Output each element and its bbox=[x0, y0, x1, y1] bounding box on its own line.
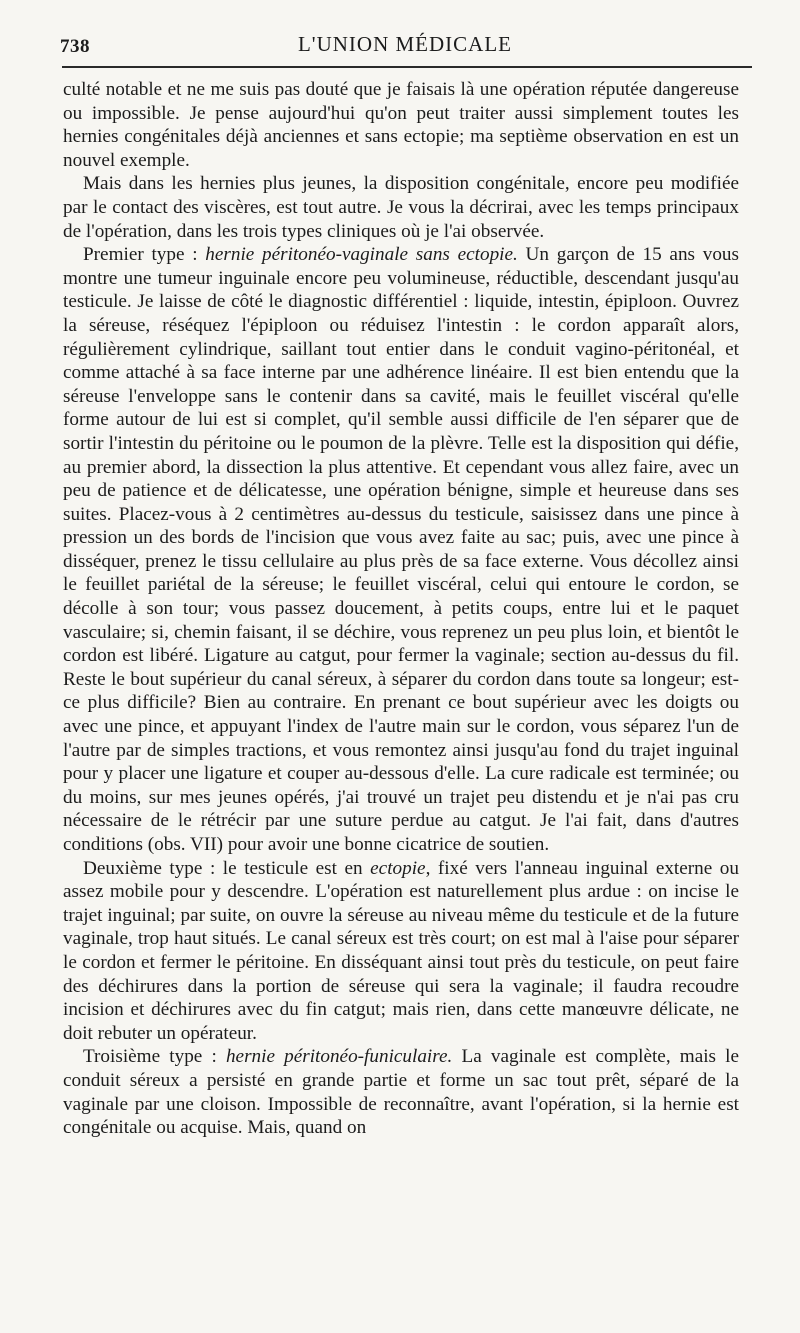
paragraph-text: Troisième type : bbox=[83, 1046, 226, 1068]
paragraph-text: culté notable et ne me suis pas douté que je faisais là une opération réputée dangereuse ou impossible. Je pense aujourd'hui qu'on peut traiter aussi simplement toutes les hernies congénitales déjà anciennes et sans ectopie; ma septième observation en est un nouvel exemple. bbox=[63, 79, 739, 171]
paragraph bbox=[63, 172, 739, 243]
paragraph-text: Premier type : bbox=[83, 244, 206, 266]
running-title: L'UNION MÉDICALE bbox=[297, 32, 512, 56]
italic-text: hernie péritonéo-vaginale sans ectopie. bbox=[205, 244, 518, 266]
paragraph bbox=[63, 857, 739, 1046]
paragraph bbox=[63, 243, 739, 856]
header-rule bbox=[62, 66, 752, 68]
paragraph-text: Un garçon de 15 ans vous montre une tumeur inguinale encore peu volumineuse, réductible, descendant jusqu'au testicule. Je laisse de côté le diagnostic différentiel : liquide, intestin, épiploon. Ouvrez la séreuse, réséquez l'épiploon ou réduisez l'intestin : le cordon apparaît alors, régulièrement cylindrique, saillant tout entier dans le conduit vagino-péritonéal, et comme attaché à sa face interne par une adhérence linéaire. Il est bien entendu que la séreuse l'enveloppe sans le contenir dans sa cavité, mais le feuillet viscéral qu'elle forme autour de lui est si complet, qu'il semble aussi difficile de l'en séparer que de sortir l'intestin du péritoine ou le poumon de la plèvre. Telle est la disposition qui défie, au premier abord, la dissection la plus attentive. Et cependant vous allez faire, avec un peu de patience et de délicatesse, une opération bénigne, simple et heureuse dans ses suites. Placez-vous à 2 centimètres au-dessus du testicule, saisissez dans une pince à pression un des bords de l'incision que vous avez faite au sac; puis, avec une pince à disséquer, prenez le tissu cellulaire au plus près de sa face externe. Vous décollez ainsi le feuillet pariétal de la séreuse; le feuillet viscéral, celui qui entoure le cordon, se décolle à son tour; vous passez doucement, à petits coups, entre lui et le paquet vasculaire; si, chemin faisant, il se déchire, vous reprenez un peu plus loin, et bientôt le cordon est libéré. Ligature au catgut, pour fermer la vaginale; section au-dessus du fil. Reste le bout supérieur du canal séreux, à séparer du cordon dans toute sa longeur; est-ce plus difficile? Bien au contraire. En prenant ce bout supérieur avec les doigts ou avec une pince, et appuyant l'index de l'autre main sur le cordon, vous séparez l'un de l'autre par de simples tractions, et vous remontez ainsi jusqu'au fond du trajet inguinal pour y placer une ligature et couper au-dessous d'elle. La cure radicale est terminée; ou du moins, sur mes jeunes opérés, j'ai trouvé un trajet peu distendu et je n'ai pas cru nécessaire de le rétrécir par une suture perdue au catgut. Je l'ai fait, dans d'autres conditions (obs. VII) pour avoir une bonne cicatrice de soutien. bbox=[63, 244, 739, 855]
body-text bbox=[63, 78, 739, 1140]
italic-text: ectopie bbox=[370, 857, 426, 879]
paragraph-text: Deuxième type : le testicule est en bbox=[83, 857, 371, 879]
paragraph bbox=[63, 1045, 739, 1139]
paragraph-text: Mais dans les hernies plus jeunes, la disposition congénitale, encore peu modifiée par le contact des viscères, est tout autre. Je vous la décrirai, avec les temps principaux de l'opération, dans les trois types cliniques où je l'ai observée. bbox=[63, 173, 739, 242]
paragraph-text: La vaginale est complète, mais le conduit séreux a persisté en grande partie et forme un sac tout prêt, séparé de la vaginale par une cloison. Impossible de reconnaître, avant l'opération, si la hernie est congénitale ou acquise. Mais, quand on bbox=[63, 1046, 740, 1139]
paragraph-text: , fixé vers l'anneau inguinal externe ou assez mobile pour y descendre. L'opération est naturellement plus ardue : on incise le trajet inguinal; par suite, on ouvre la séreuse au niveau même du testicule et de la future vaginale, trop haut situés. Le canal séreux est très court; on est mal à l'aise pour séparer le cordon et fermer le péritoine. En disséquant ainsi tout près du testicule, on peut faire des déchirures dans la portion de séreuse qui sera la vaginale; il faudra recoudre incision et déchirures avec du fin catgut; mais rien, dans cette manœuvre délicate, ne doit rebuter un opérateur. bbox=[63, 857, 739, 1044]
italic-text: hernie péritonéo-funiculaire. bbox=[225, 1046, 453, 1068]
page-header bbox=[60, 30, 750, 60]
paragraph bbox=[63, 78, 739, 172]
page-number: 738 bbox=[60, 36, 90, 57]
